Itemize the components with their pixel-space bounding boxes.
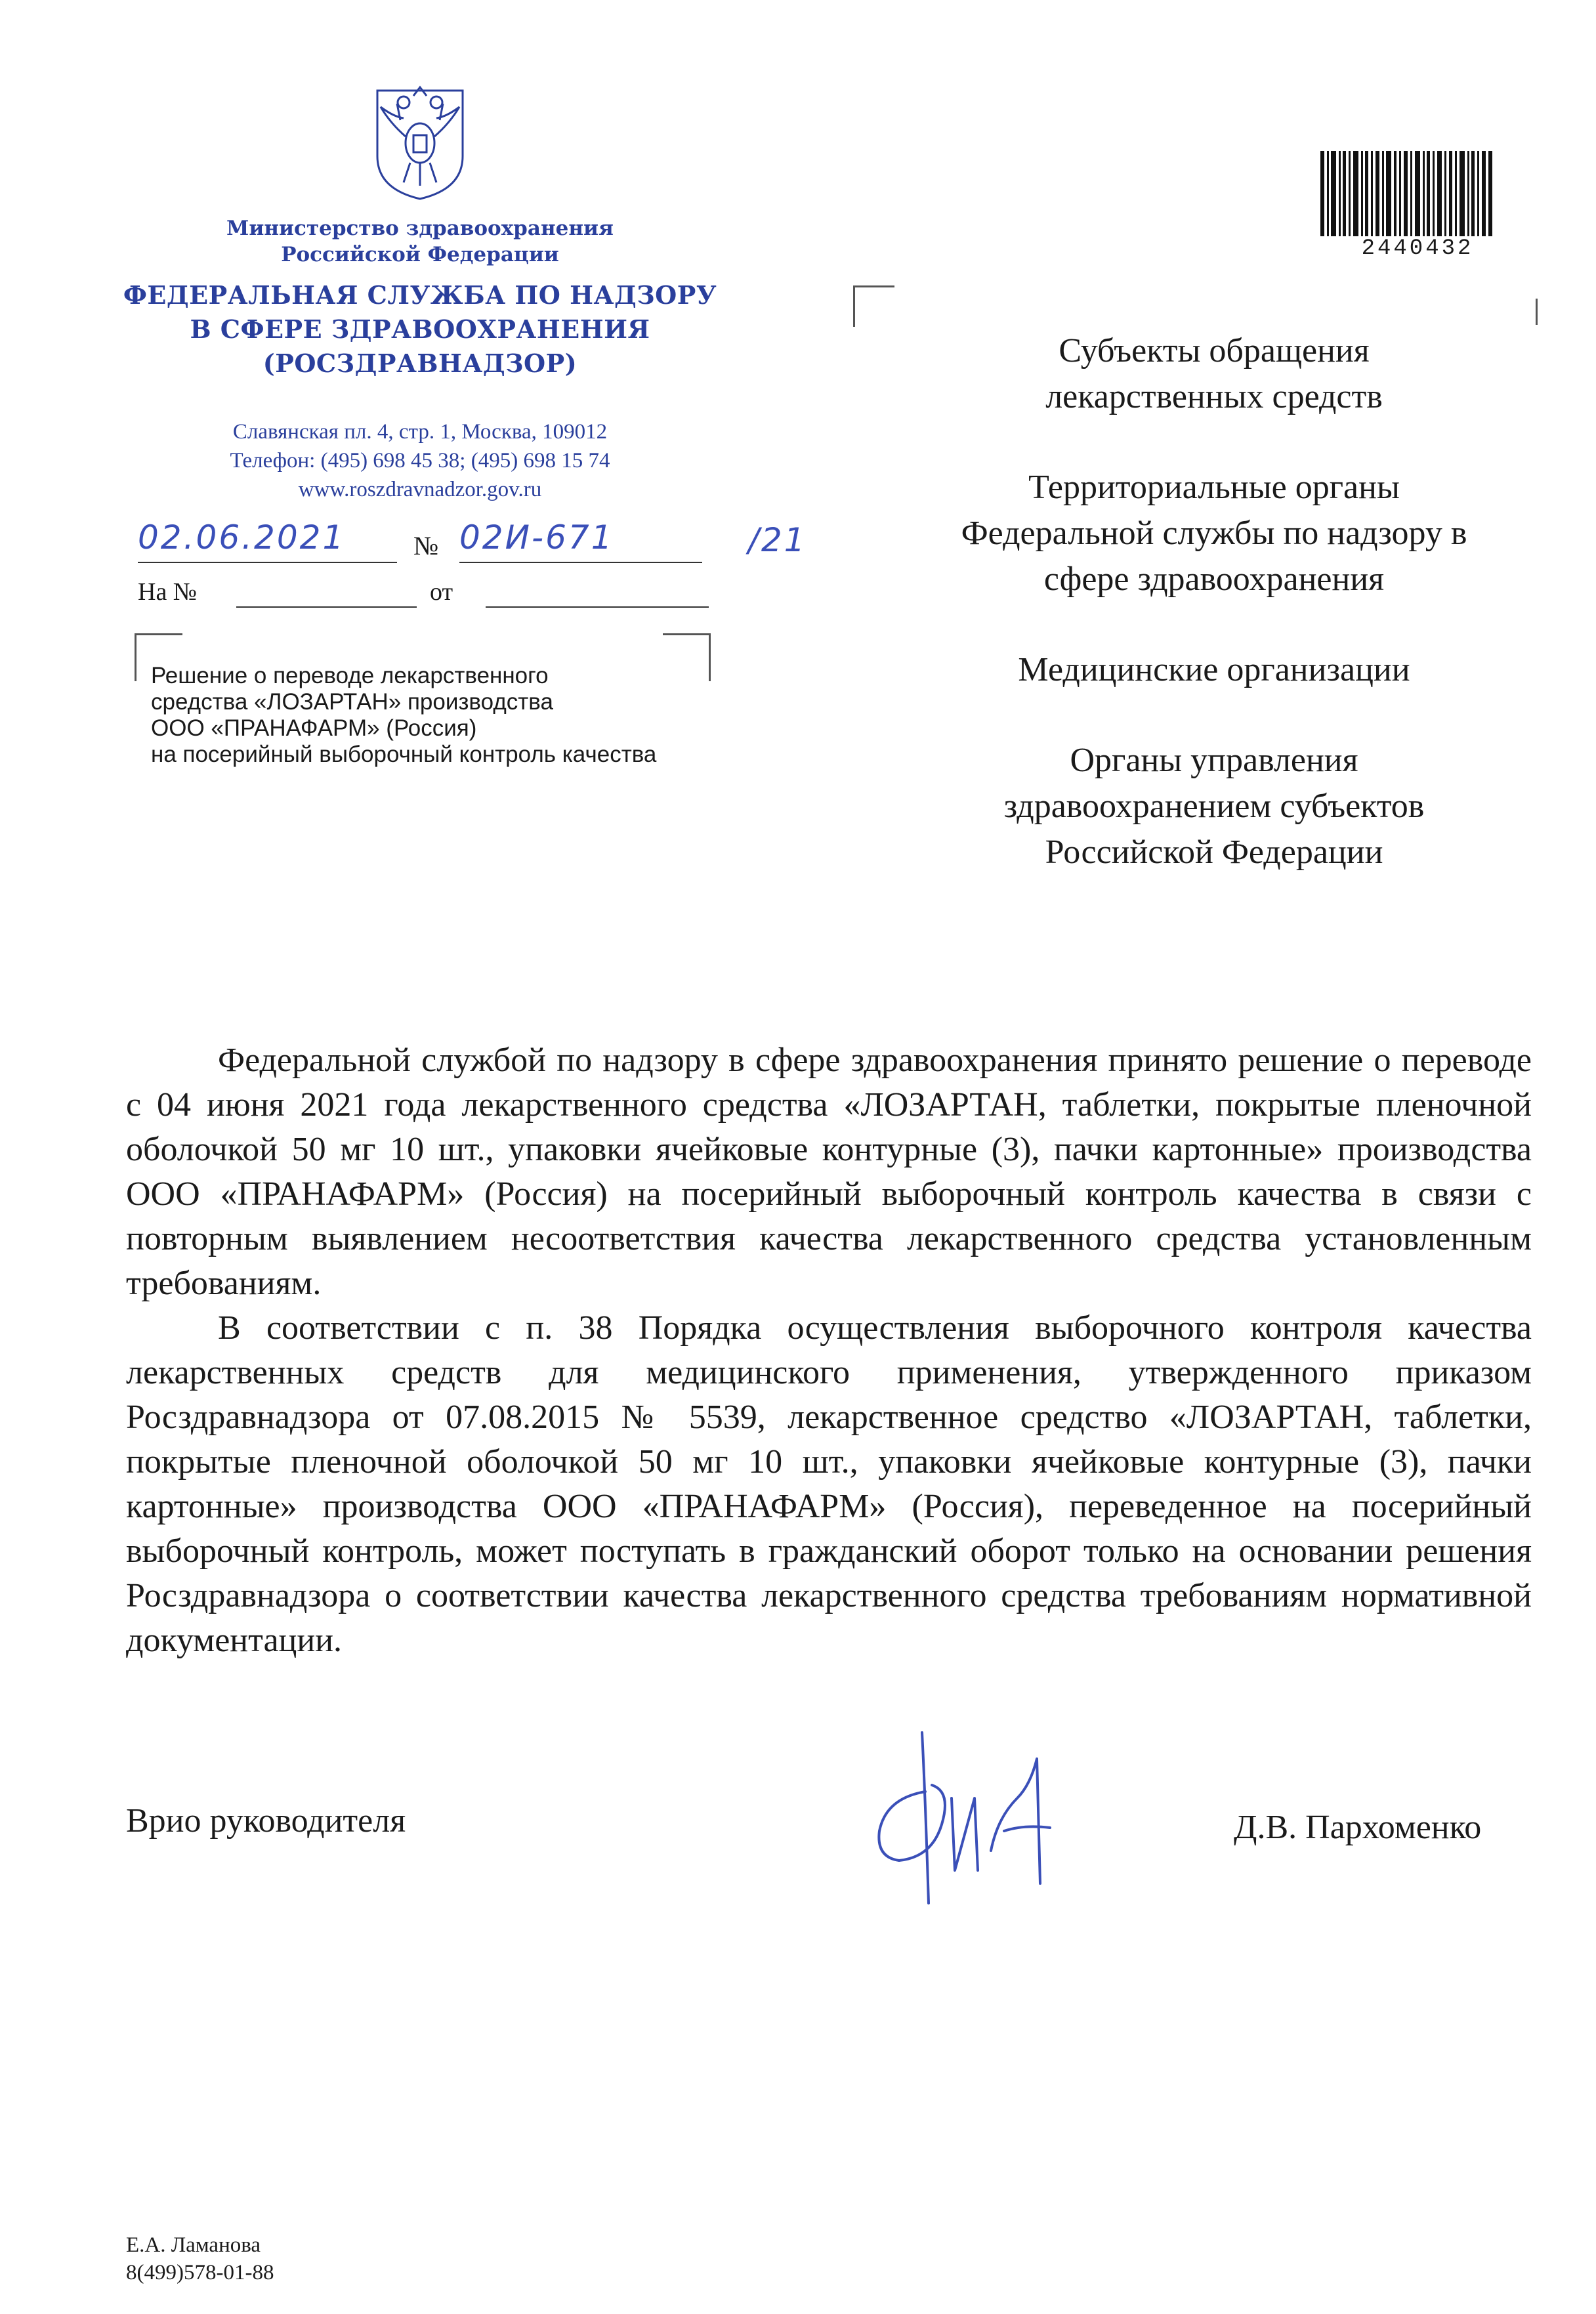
signatory-name: Д.В. Пархоменко <box>1234 1809 1482 1846</box>
recipient-bracket-right <box>1496 299 1538 325</box>
recipients-block <box>899 328 1529 920</box>
recipient-bracket-left <box>853 285 894 327</box>
coat-of-arms-icon <box>364 77 476 202</box>
address-block: Славянская пл. 4, стр. 1, Москва, 109012 Телефон: (495) 698 45 38; (495) 698 15 74 www.roszdravnadzor.gov.ru <box>230 420 610 501</box>
handwritten-signature-icon <box>860 1719 1076 1910</box>
executor-phone: 8(499)578-01-88 <box>126 2261 274 2284</box>
reply-line: На № от <box>138 578 853 617</box>
recipient-item: Субъекты обращения лекарственных средств <box>1045 332 1383 415</box>
registration-suffix: /21 <box>748 521 807 559</box>
executor-block <box>126 2231 274 2286</box>
body-paragraph: В соответствии с п. 38 Порядка осуществления выборочного контроля качества лекарственных средств для медицинского применения, утвержденного приказом Росздравнадзора от 07.08.2015 № 5539, лекарственное средство «ЛОЗАРТАН, таблетки, покрытые пленочной оболочкой 50 мг 10 шт., упаковки ячейковые контурные (3), пачки картонные» производства ООО «ПРАНАФАРМ» (Россия), переведенное на посерийный выборочный контроль, может поступать в гражданский оборот только на основании решения Росздравнадзора о соответствии качества лекарственного средства требованиям нормативной документации. <box>126 1309 1532 1659</box>
executor-name: Е.А. Ламанова <box>126 2233 261 2257</box>
number-sign: № <box>413 531 439 560</box>
barcode-icon <box>1320 151 1492 236</box>
service-name: ФЕДЕРАЛЬНАЯ СЛУЖБА ПО НАДЗОРУ В СФЕРЕ ЗДРАВООХРАНЕНИЯ (РОСЗДРАВНАДЗОР) <box>123 280 717 378</box>
subject-block: Решение о переводе лекарственного средства «ЛОЗАРТАН» производства ООО «ПРАНАФАРМ» (Россия) на посерийный выборочный контроль качества <box>151 663 657 767</box>
ministry-name: Министерство здравоохранения Российской Федерации <box>226 217 614 266</box>
signatory-position: Врио руководителя <box>126 1802 406 1840</box>
barcode-number: 2440432 <box>1361 236 1474 261</box>
letter-body <box>126 1038 1532 1663</box>
registration-line <box>138 518 853 571</box>
registration-number: 02И-671 <box>459 518 614 557</box>
recipient-item: Органы управления здравоохранением субъектов Российской Федерации <box>1003 742 1425 871</box>
recipient-item: Медицинские организации <box>1018 651 1410 688</box>
recipient-item: Территориальные органы Федеральной службы по надзору в сфере здравоохранения <box>961 469 1467 598</box>
registration-date: 02.06.2021 <box>138 518 346 557</box>
body-paragraph: Федеральной службой по надзору в сфере здравоохранения принято решение о переводе с 04 июня 2021 года лекарственного средства «ЛОЗАРТАН, таблетки, покрытые пленочной оболочкой 50 мг 10 шт., упаковки ячейковые контурные (3), пачки картонные» производства ООО «ПРАНАФАРМ» (Россия) на посерийный выборочный контроль качества в связи с повторным выявлением несоответствия качества лекарственного средства установленным требованиям. <box>126 1041 1532 1302</box>
